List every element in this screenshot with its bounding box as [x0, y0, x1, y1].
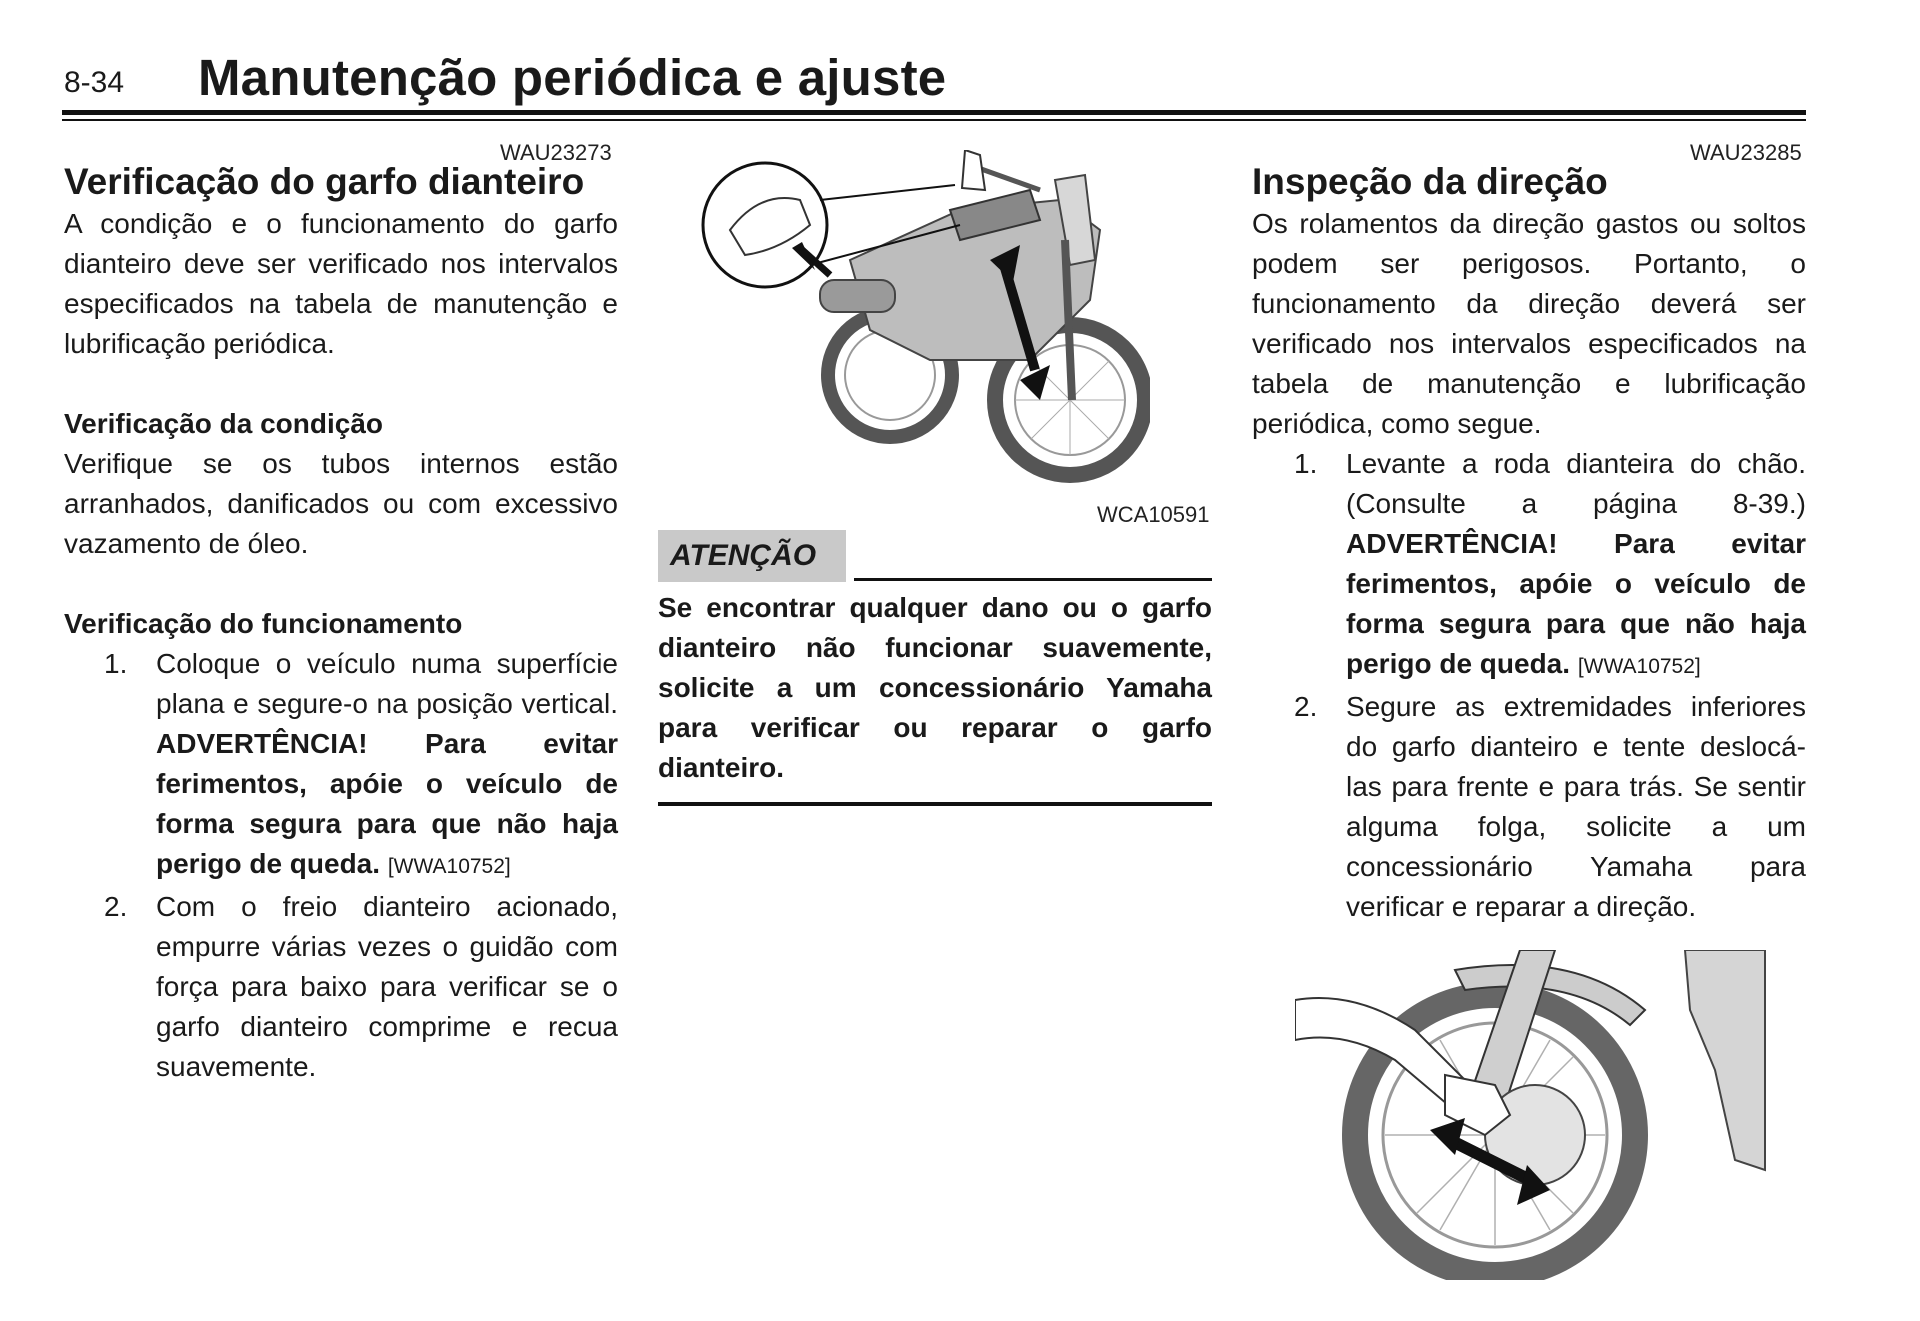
list-item — [1252, 687, 1806, 927]
section-code: WAU23273 — [500, 140, 612, 165]
step-number: 2. — [1294, 691, 1318, 722]
intro-paragraph: Os rolamentos da direção gastos ou soltos podem ser perigosos. Portanto, o funcionamento da direção deverá ser verificado nos intervalos especificados na tabela de manutenção e lubrificação periódica, como segue. — [1252, 208, 1806, 439]
header-rule-thin — [62, 119, 1806, 121]
header-rule — [62, 110, 1806, 115]
page-title: Manutenção periódica e ajuste — [198, 49, 947, 106]
step-text: Com o freio dianteiro acionado, empurre várias vezes o guidão com força para baixo para verificar se o garfo dianteiro comprime e recua suavemente. — [156, 891, 618, 1082]
steering-inspection-section — [1252, 160, 1806, 927]
caution-code: WCA10591 — [1097, 502, 1210, 527]
step-number: 1. — [1294, 448, 1318, 479]
step-text: Levante a roda dianteira do chão. (Consulte a página 8-39.) — [1346, 448, 1806, 519]
intro-paragraph: A condição e o funcionamento do garfo dianteiro deve ser verificado nos intervalos especificados na tabela de manutenção e lubrificação periódica. — [64, 208, 618, 359]
step-text: Coloque o veículo numa superfície plana e segure-o na posição vertical. — [156, 648, 618, 719]
attention-rule-bottom — [658, 802, 1212, 806]
list-item — [64, 887, 618, 1087]
subheading-condition: Verificação da condição — [64, 408, 384, 439]
attention-text: Se encontrar qualquer dano ou o garfo dianteiro não funcionar suavemente, solicite a um concessionário Yamaha para verificar ou reparar o garfo dianteiro. — [658, 592, 1212, 783]
condition-paragraph: Verifique se os tubos internos estão arranhados, danificados ou com excessivo vazamento de óleo. — [64, 448, 618, 559]
step-number: 1. — [104, 648, 128, 679]
warning-text: ADVERTÊNCIA! Para evitar ferimentos, apóie o veículo de forma segura para que não haja perigo de queda. — [156, 728, 618, 879]
warning-ref: [WWA10752] — [1577, 655, 1701, 678]
section-code: WAU23285 — [1690, 140, 1802, 165]
warning-text: ADVERTÊNCIA! Para evitar ferimentos, apóie o veículo de forma segura para que não haja perigo de queda. — [1346, 528, 1806, 679]
motorcycle-illustration — [700, 150, 1150, 485]
step-list — [1252, 444, 1806, 927]
section-heading: Inspeção da direção — [1252, 161, 1608, 202]
page-number: 8-34 — [64, 66, 125, 99]
list-item — [64, 644, 618, 887]
list-item — [1252, 444, 1806, 687]
subheading-function: Verificação do funcionamento — [64, 608, 463, 639]
wheel-illustration — [1295, 950, 1780, 1280]
step-list — [64, 644, 618, 1087]
fork-check-section — [64, 160, 618, 1087]
step-text: Segure as extremidades inferiores do garfo dianteiro e tente deslocá-las para frente e para trás. Se sentir alguma folga, solicite a um concessionário Yamaha para verificar e reparar a direção. — [1346, 691, 1806, 922]
attention-rule-top — [854, 578, 1212, 581]
warning-ref: [WWA10752] — [387, 855, 511, 878]
section-heading: Verificação do garfo dianteiro — [64, 161, 585, 202]
attention-label: ATENÇÃO — [658, 530, 846, 582]
step-number: 2. — [104, 891, 128, 922]
